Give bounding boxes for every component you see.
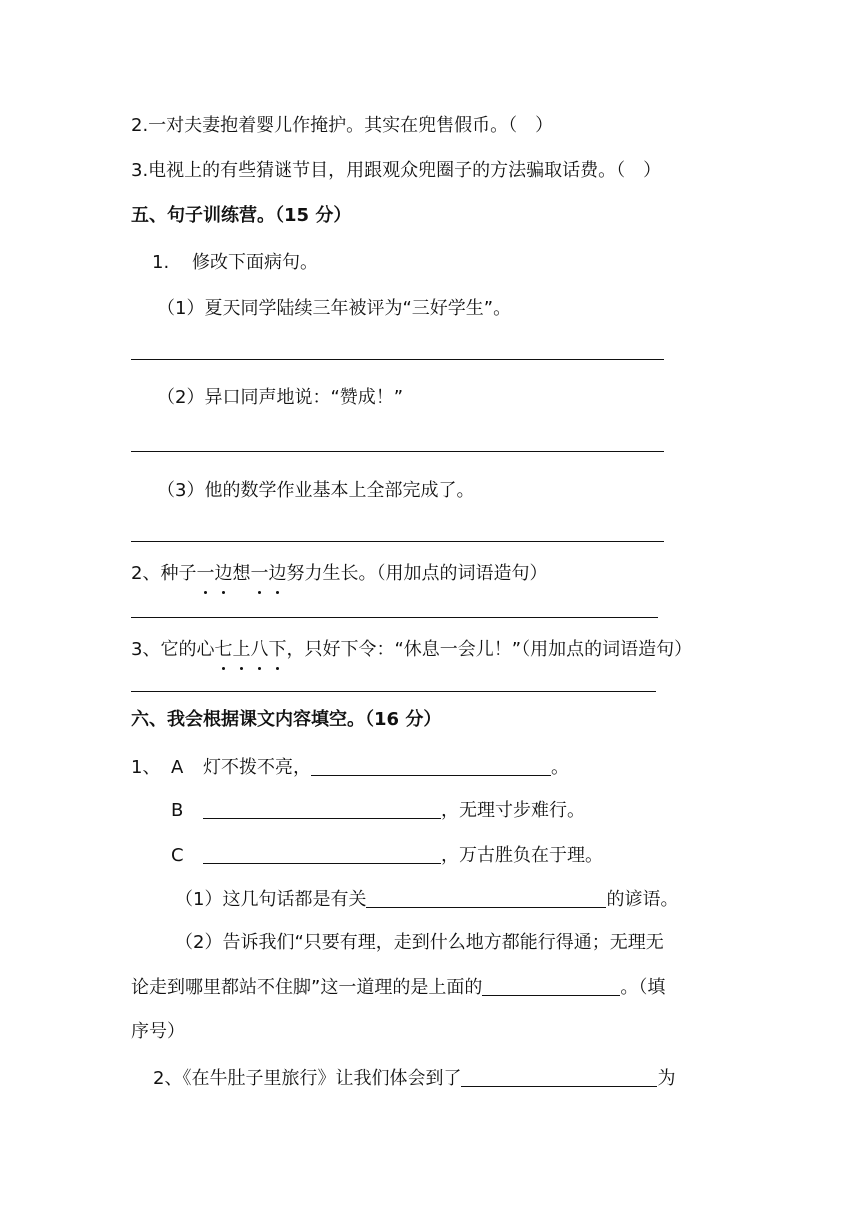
- fill-blank[interactable]: [366, 887, 606, 908]
- section6-q1-sub2-line3: 序号）: [131, 1021, 185, 1042]
- dotted-character: 下: [268, 639, 287, 660]
- text-segment: 努力生长。（用加点的词语造句）: [286, 563, 548, 584]
- dotted-character: 一: [250, 563, 269, 584]
- section4-question-3: 3.电视上的有些猜谜节目，用跟观众兜圈子的方法骗取话费。（ ）: [131, 160, 662, 181]
- section6-q1-sub2-line1: （2）告诉我们“只要有理，走到什么地方都能行得通；无理无: [175, 932, 664, 953]
- text-segment: （1）这几句话都是有关: [175, 889, 367, 910]
- fill-blank[interactable]: [203, 843, 441, 864]
- text-segment: 2、《在牛肚子里旅行》让我们体会到了: [153, 1068, 462, 1089]
- answer-line[interactable]: [131, 359, 664, 360]
- option-label-b: B: [171, 800, 184, 821]
- text-segment: 为: [657, 1068, 676, 1089]
- fill-blank[interactable]: [482, 975, 620, 996]
- dotted-character: 边: [268, 563, 287, 584]
- section6-q1-b: [171, 798, 585, 823]
- section6-q1-sub1: [175, 887, 678, 912]
- dotted-character: 一: [196, 563, 215, 584]
- section6-question-2: [153, 1066, 675, 1091]
- text-segment: ，万古胜负在于理。: [441, 845, 603, 866]
- text-segment: 论走到哪里都站不住脚”这一道理的是上面的: [131, 977, 483, 998]
- section5-question-2: [131, 562, 547, 586]
- question-number: 1、: [131, 757, 161, 778]
- fill-blank[interactable]: [461, 1066, 657, 1087]
- text-segment: ，只好下令：“休息一会儿！”（用加点的词语造句）: [286, 639, 693, 660]
- section5-heading: 五、句子训练营。（15 分）: [131, 205, 352, 226]
- answer-line[interactable]: [131, 617, 658, 618]
- option-label-a: A: [171, 757, 184, 778]
- text-segment: 。（填: [620, 977, 666, 998]
- text-segment: ，无理寸步难行。: [441, 800, 585, 821]
- section6-q1-sub2-line2: [131, 975, 665, 1000]
- fill-blank[interactable]: [311, 755, 551, 776]
- option-label-c: C: [171, 845, 184, 866]
- text-segment: 。: [551, 757, 569, 778]
- dotted-character: 八: [250, 639, 269, 660]
- text-segment: 灯不拨不亮，: [203, 757, 311, 778]
- section6-heading: 六、我会根据课文内容填空。（16 分）: [131, 709, 442, 730]
- section5-q1-item-2: （2）异口同声地说：“赞成！”: [157, 387, 404, 408]
- text-segment: 2、种子: [131, 563, 197, 584]
- fill-blank[interactable]: [203, 798, 441, 819]
- section4-question-2: 2.一对夫妻抱着婴儿作掩护。其实在兜售假币。（ ）: [131, 115, 554, 136]
- section5-q1-item-1: （1）夏天同学陆续三年被评为“三好学生”。: [157, 298, 512, 319]
- section6-q1-c: [171, 843, 603, 868]
- section5-q1-item-3: （3）他的数学作业基本上全部完成了。: [157, 480, 475, 501]
- text-segment: 想: [232, 563, 251, 584]
- text-segment: 的谚语。: [606, 889, 679, 910]
- section5-q1-number: 1.: [152, 252, 170, 273]
- answer-line[interactable]: [131, 691, 656, 692]
- answer-line[interactable]: [131, 451, 664, 452]
- answer-line[interactable]: [131, 541, 664, 542]
- dotted-character: 七: [214, 639, 233, 660]
- text-segment: 3、它的心: [131, 639, 215, 660]
- dotted-character: 边: [214, 563, 233, 584]
- section5-question-3: [131, 638, 692, 662]
- section6-q1-a: [131, 755, 569, 780]
- section5-q1-text: 修改下面病句。: [192, 252, 318, 273]
- dotted-character: 上: [232, 639, 251, 660]
